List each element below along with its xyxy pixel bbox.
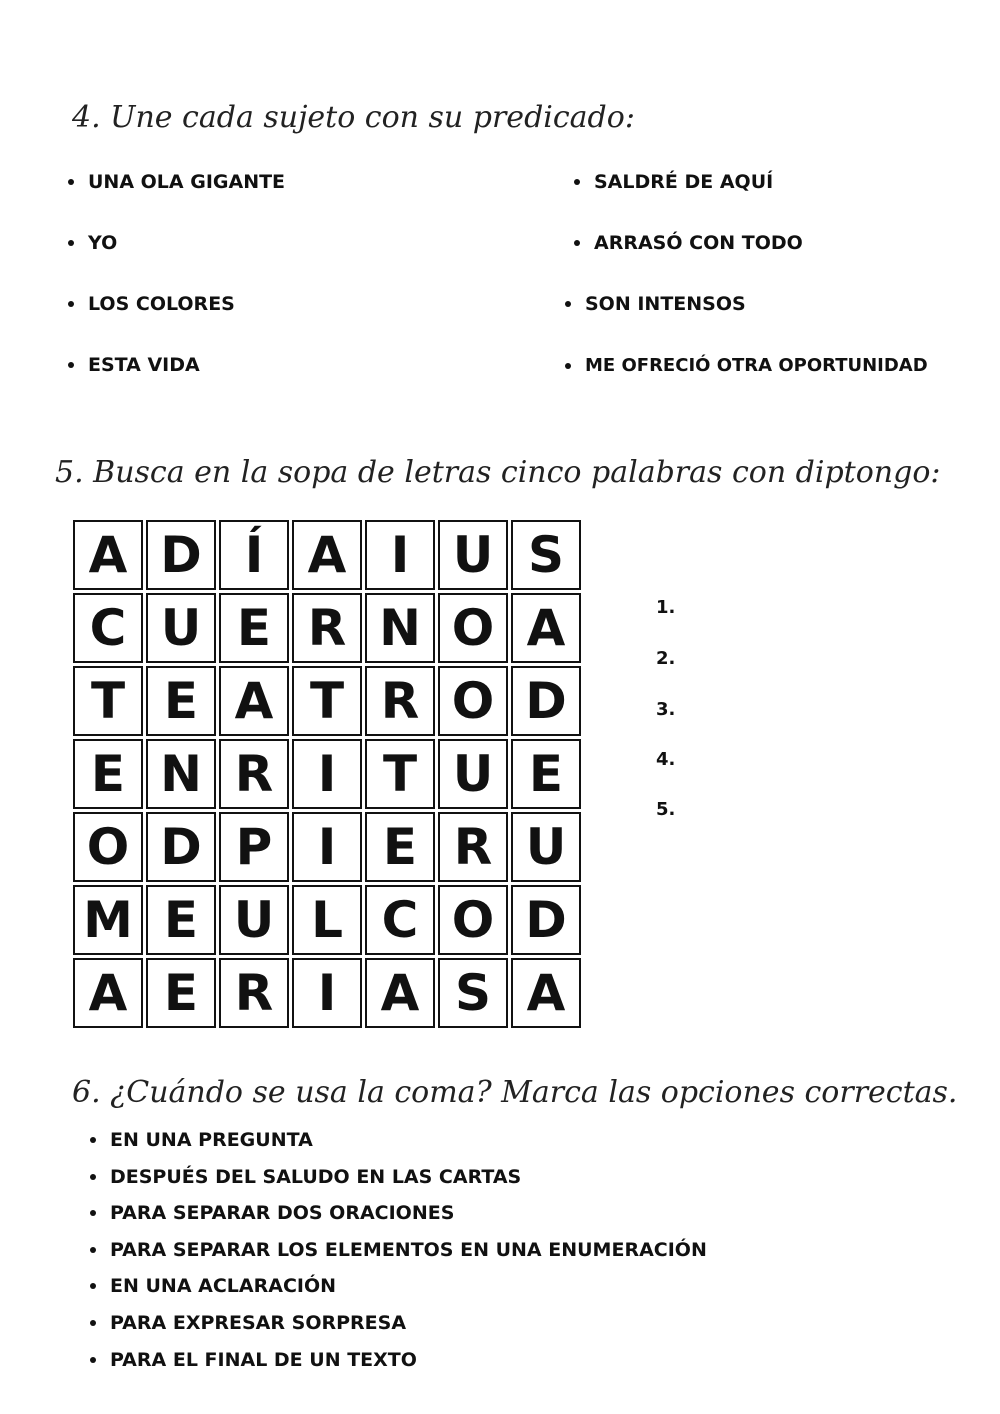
section-4-title: 4. Une cada sujeto con su predicado: — [72, 100, 635, 135]
grid-cell[interactable]: A — [73, 958, 143, 1028]
option-label: PARA SEPARAR LOS ELEMENTOS EN UNA ENUMERACIÓN — [110, 1239, 707, 1261]
grid-cell[interactable]: E — [511, 739, 581, 809]
grid-cell[interactable]: D — [146, 520, 216, 590]
grid-cell[interactable]: O — [438, 885, 508, 955]
bullet-icon — [90, 1320, 96, 1326]
predicate-item[interactable] — [565, 293, 746, 315]
bullet-icon — [574, 179, 580, 185]
subject-item[interactable] — [68, 232, 117, 254]
subject-item[interactable] — [68, 171, 285, 193]
predicate-label: SON INTENSOS — [585, 293, 746, 315]
grid-cell[interactable]: T — [365, 739, 435, 809]
grid-cell[interactable]: O — [438, 666, 508, 736]
grid-cell[interactable]: U — [219, 885, 289, 955]
word-search-grid — [73, 520, 581, 1028]
grid-cell[interactable]: U — [511, 812, 581, 882]
grid-cell[interactable]: U — [438, 739, 508, 809]
comma-option[interactable] — [90, 1312, 406, 1334]
option-label: DESPUÉS DEL SALUDO EN LAS CARTAS — [110, 1166, 522, 1188]
grid-cell[interactable]: E — [365, 812, 435, 882]
grid-cell[interactable]: R — [219, 739, 289, 809]
subject-label: YO — [88, 232, 118, 254]
grid-cell[interactable]: U — [146, 593, 216, 663]
section-6-title: 6. ¿Cuándo se usa la coma? Marca las opciones correctas. — [72, 1075, 958, 1110]
grid-cell[interactable]: Í — [219, 520, 289, 590]
grid-cell[interactable]: C — [73, 593, 143, 663]
option-label: PARA EXPRESAR SORPRESA — [110, 1312, 407, 1334]
grid-cell[interactable]: A — [511, 593, 581, 663]
predicate-item[interactable] — [574, 171, 773, 193]
grid-cell[interactable]: E — [146, 958, 216, 1028]
grid-cell[interactable]: P — [219, 812, 289, 882]
grid-cell[interactable]: A — [292, 520, 362, 590]
grid-cell[interactable]: R — [219, 958, 289, 1028]
grid-cell[interactable]: I — [292, 812, 362, 882]
grid-cell[interactable]: A — [365, 958, 435, 1028]
answer-number: 3. — [656, 699, 676, 720]
grid-cell[interactable]: A — [511, 958, 581, 1028]
subject-label: ESTA VIDA — [88, 354, 200, 376]
option-label: EN UNA ACLARACIÓN — [110, 1275, 337, 1297]
grid-cell[interactable]: O — [438, 593, 508, 663]
bullet-icon — [565, 301, 571, 307]
grid-cell[interactable]: O — [73, 812, 143, 882]
comma-option[interactable] — [90, 1202, 454, 1224]
grid-cell[interactable]: S — [438, 958, 508, 1028]
bullet-icon — [90, 1137, 96, 1143]
answer-number: 4. — [656, 749, 676, 770]
comma-option[interactable] — [90, 1275, 336, 1297]
grid-cell[interactable]: N — [365, 593, 435, 663]
comma-option[interactable] — [90, 1166, 521, 1188]
answer-number: 5. — [656, 799, 676, 820]
bullet-icon — [68, 362, 74, 368]
bullet-icon — [68, 301, 74, 307]
grid-cell[interactable]: I — [292, 958, 362, 1028]
grid-cell[interactable]: N — [146, 739, 216, 809]
grid-cell[interactable]: R — [365, 666, 435, 736]
subject-label: LOS COLORES — [88, 293, 235, 315]
predicate-label: ARRASÓ CON TODO — [594, 232, 803, 254]
grid-cell[interactable]: L — [292, 885, 362, 955]
predicate-item[interactable] — [565, 355, 928, 376]
comma-option[interactable] — [90, 1129, 313, 1151]
bullet-icon — [68, 240, 74, 246]
bullet-icon — [574, 240, 580, 246]
bullet-icon — [565, 363, 571, 369]
grid-cell[interactable]: I — [365, 520, 435, 590]
answer-number: 1. — [656, 597, 676, 618]
grid-cell[interactable]: A — [219, 666, 289, 736]
bullet-icon — [90, 1174, 96, 1180]
option-label: PARA EL FINAL DE UN TEXTO — [110, 1349, 417, 1371]
grid-cell[interactable]: E — [146, 666, 216, 736]
grid-cell[interactable]: E — [73, 739, 143, 809]
grid-cell[interactable]: I — [292, 739, 362, 809]
subject-item[interactable] — [68, 354, 200, 376]
predicate-item[interactable] — [574, 232, 803, 254]
grid-cell[interactable]: T — [73, 666, 143, 736]
grid-cell[interactable]: U — [438, 520, 508, 590]
bullet-icon — [90, 1357, 96, 1363]
section-5-title: 5. Busca en la sopa de letras cinco palabras con diptongo: — [55, 455, 941, 490]
bullet-icon — [90, 1247, 96, 1253]
bullet-icon — [90, 1210, 96, 1216]
grid-cell[interactable]: A — [73, 520, 143, 590]
bullet-icon — [90, 1283, 96, 1289]
comma-option[interactable] — [90, 1239, 707, 1261]
grid-cell[interactable]: E — [146, 885, 216, 955]
grid-cell[interactable]: D — [146, 812, 216, 882]
grid-cell[interactable]: C — [365, 885, 435, 955]
bullet-icon — [68, 179, 74, 185]
option-label: PARA SEPARAR DOS ORACIONES — [110, 1202, 455, 1224]
answer-number: 2. — [656, 648, 676, 669]
subject-label: UNA OLA GIGANTE — [88, 171, 286, 193]
subject-item[interactable] — [68, 293, 235, 315]
option-label: EN UNA PREGUNTA — [110, 1129, 313, 1151]
grid-cell[interactable]: D — [511, 666, 581, 736]
comma-option[interactable] — [90, 1349, 417, 1371]
predicate-label: SALDRÉ DE AQUÍ — [594, 171, 774, 193]
grid-cell[interactable]: S — [511, 520, 581, 590]
grid-cell[interactable]: M — [73, 885, 143, 955]
grid-cell[interactable]: D — [511, 885, 581, 955]
grid-cell[interactable]: T — [292, 666, 362, 736]
grid-cell[interactable]: R — [438, 812, 508, 882]
grid-cell[interactable]: R — [292, 593, 362, 663]
grid-cell[interactable]: E — [219, 593, 289, 663]
predicate-label: ME OFRECIÓ OTRA OPORTUNIDAD — [585, 355, 928, 376]
